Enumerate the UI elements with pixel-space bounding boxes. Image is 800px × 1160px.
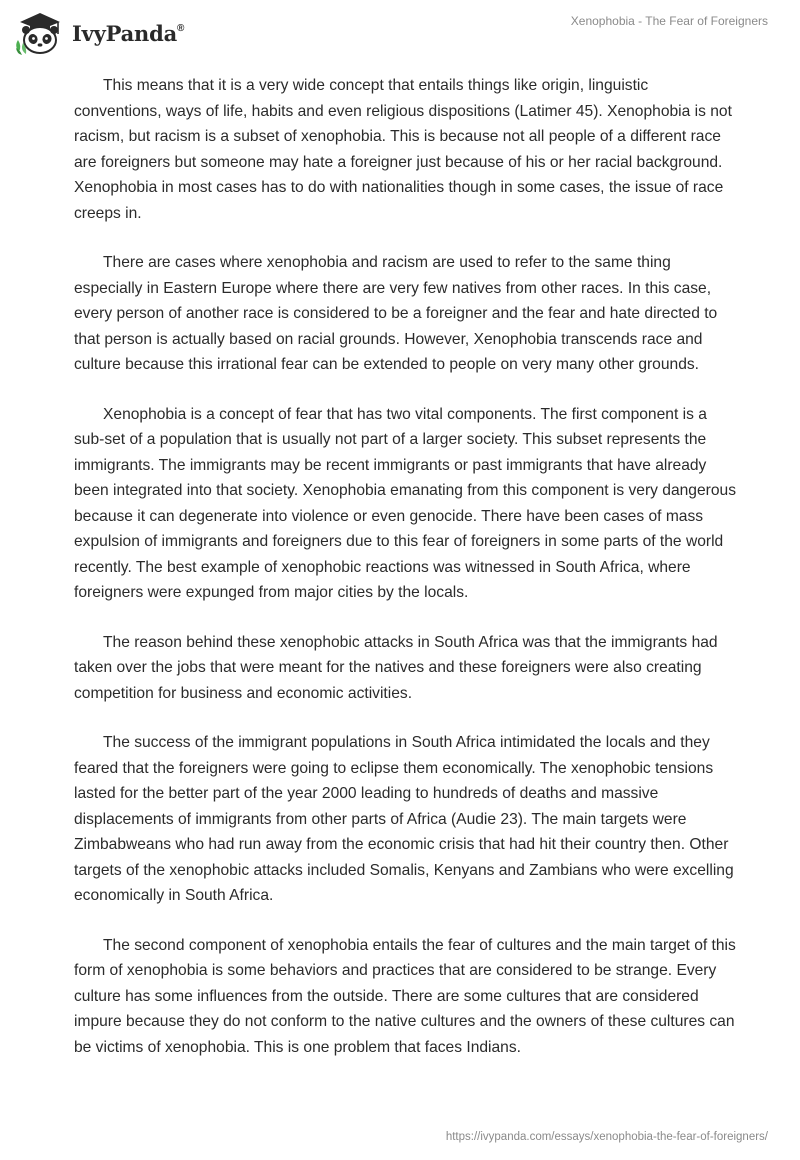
paragraph: There are cases where xenophobia and racism are used to refer to the same thing especially in Eastern Europe where there are very few natives from other races. In this case, every person of another race is considered to be a foreigner and the fear and hate directed to that person is actually based on racial grounds. However, Xenophobia transcends race and culture because this irrational fear can be extended to people on very many other grounds. xyxy=(74,254,718,373)
brand-name: IvyPanda® xyxy=(72,20,185,46)
paragraph: The reason behind these xenophobic attacks in South Africa was that the immigrants had taken over the jobs that were meant for the natives and these foreigners were also creating competition for business and economic activities. xyxy=(74,633,718,702)
source-url-link[interactable]: https://ivypanda.com/essays/xenophobia-the-fear-of-foreigners/ xyxy=(445,1131,768,1143)
paragraph: This means that it is a very wide concept that entails things like origin, linguistic conventions, ways of life, habits and even religious dispositions (Latimer 45). Xenophobia is not racism, but racism is a subset of xenophobia. This is because not all people of a different race are foreigners but someone may hate a foreigner just because of his or her racial background. Xenophobia in most cases has to do with nationalities though in some cases, the issue of race creeps in. xyxy=(74,77,732,222)
page-header xyxy=(0,0,800,70)
panda-graduate-icon xyxy=(14,10,66,56)
ivypanda-logo[interactable] xyxy=(14,10,184,56)
document-title: Xenophobia - The Fear of Foreigners xyxy=(570,14,768,28)
registered-mark: ® xyxy=(177,22,185,34)
paragraph: The success of the immigrant populations in South Africa intimidated the locals and they feared that the foreigners were going to eclipse them economically. The xenophobic tensions lasted for the better part of the year 2000 leading to hundreds of deaths and massive displacements of immigrants from other parts of Africa (Audie 23). The main targets were Zimbabweans who had run away from the economic crisis that had hit their country then. Other targets of the xenophobic attacks included Somalis, Kenyans and Zambians who were excelling economically in South Africa. xyxy=(74,734,734,904)
paragraph: The second component of xenophobia entails the fear of cultures and the main target of this form of xenophobia is some behaviors and practices that are considered to be strange. Every culture has some influences from the outside. There are some cultures that are considered impure because they do not conform to the native cultures and the owners of these cultures can be victims of xenophobia. This is one problem that faces Indians. xyxy=(74,936,736,1056)
essay-body xyxy=(74,73,736,1084)
paragraph: Xenophobia is a concept of fear that has two vital components. The first component is a sub-set of a population that is usually not part of a larger society. This subset represents the immigrants. The immigrants may be recent immigrants or past immigrants that have already been integrated into that society. Xenophobia emanating from this component is very dangerous because it can degenerate into violence or even genocide. There have been cases of mass expulsion of immigrants and foreigners due to this fear of foreigners in some parts of the world recently. The best example of xenophobic reactions was witnessed in South Africa, where foreigners were expunged from major cities by the locals. xyxy=(74,405,736,601)
